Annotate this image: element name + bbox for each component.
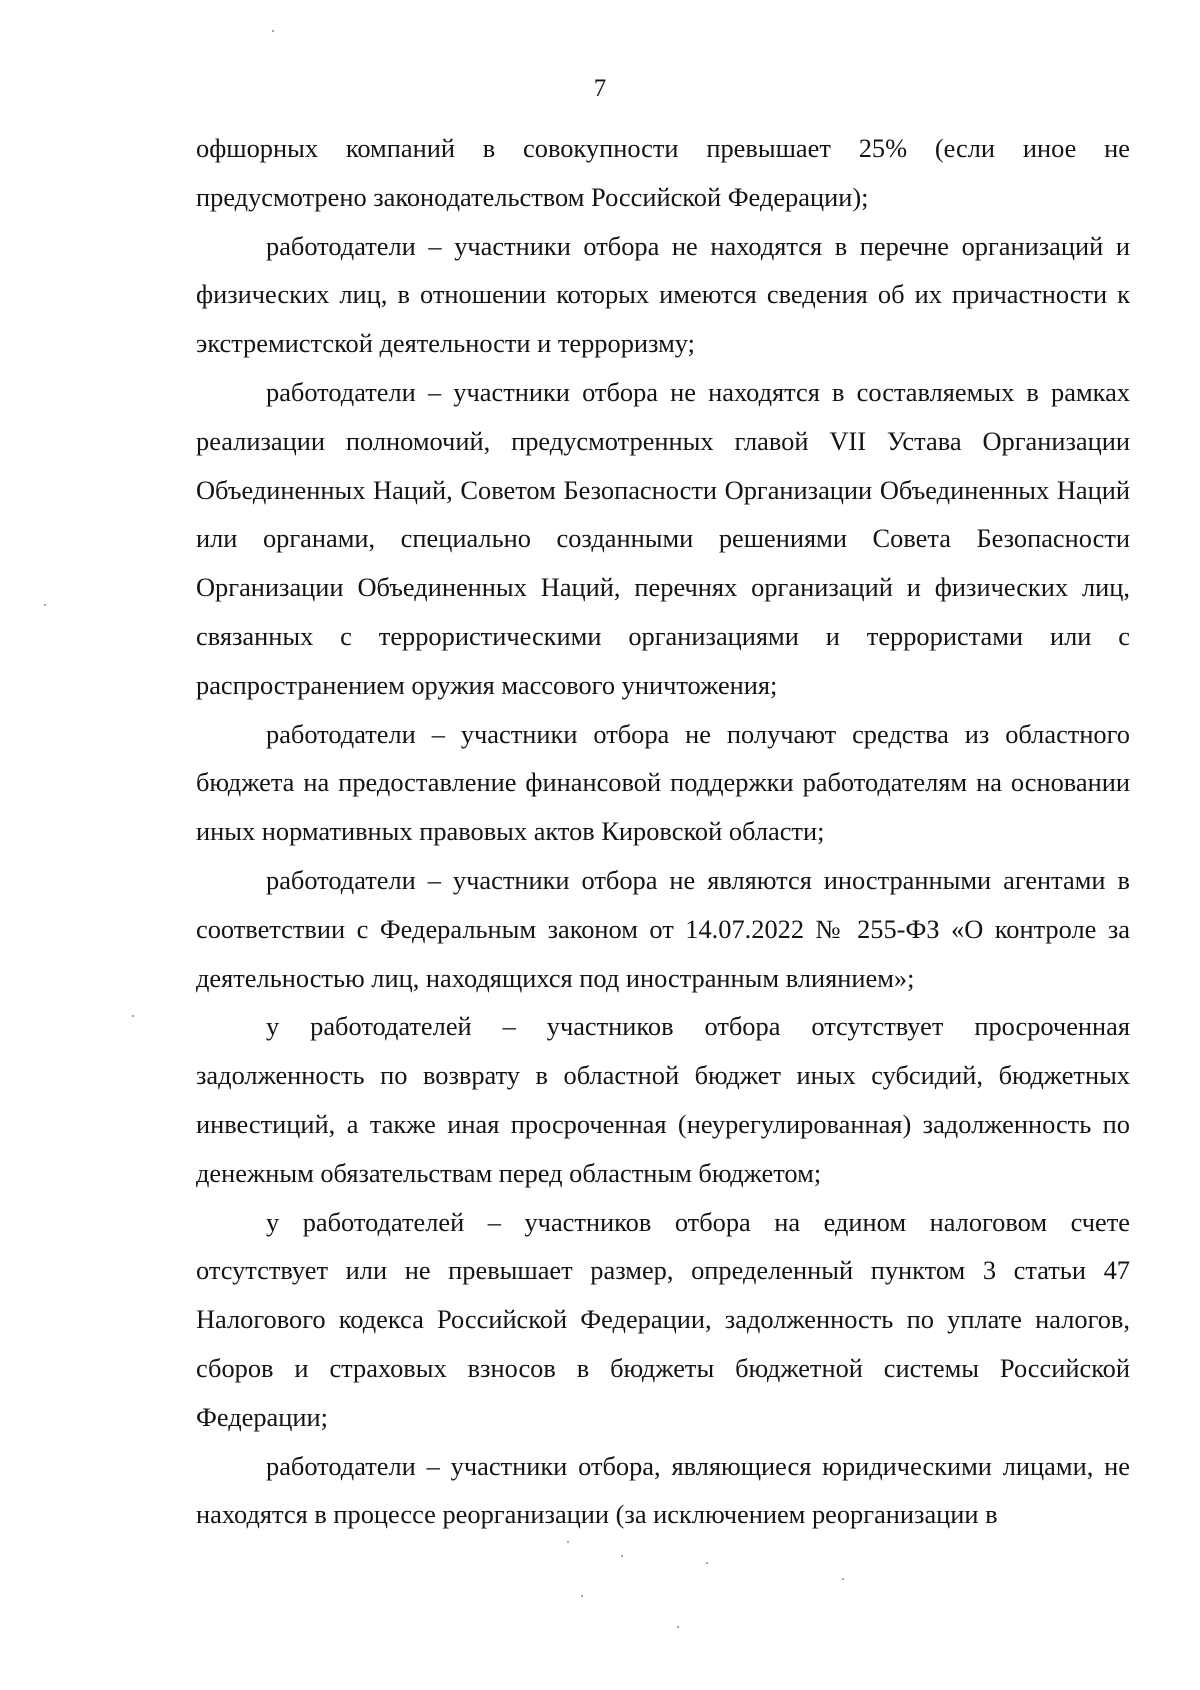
paragraph-5: работодатели – участники отбора не являются иностранными агентами в соответствии с Федеральным законом от 14.07.2022 № 255-ФЗ «О контроле за деятельностью лиц, находящихся под иностранным влиянием»; <box>196 864 1130 993</box>
scan-speck <box>621 1555 623 1557</box>
body-text <box>196 124 1130 1539</box>
page-number: 7 <box>593 75 607 102</box>
paragraph-6: у работодателей – участников отбора отсутствует просроченная задолженность по возврату в областной бюджет иных субсидий, бюджетных инвестиций, а также иная просроченная (неурегулированная) задолженность по денежным обязательствам перед областным бюджетом; <box>196 1011 1130 1188</box>
scan-speck <box>581 1595 583 1597</box>
scan-speck <box>706 1562 708 1564</box>
paragraph-4: работодатели – участники отбора не получают средства из областного бюджета на предоставление финансовой поддержки работодателям на основании иных нормативных правовых актов Кировской области; <box>196 718 1130 847</box>
paragraph-1: офшорных компаний в совокупности превышает 25% (если иное не предусмотрено законодательством Российской Федерации); <box>196 133 1130 212</box>
scan-speck <box>567 1541 569 1543</box>
scan-speck <box>842 1578 844 1580</box>
scan-speck <box>677 1626 679 1628</box>
paragraph-2: работодатели – участники отбора не находятся в перечне организаций и физических лиц, в отношении которых имеются сведения об их причастности к экстремистской деятельности и терроризму; <box>196 230 1130 359</box>
paragraph-8: работодатели – участники отбора, являющиеся юридическими лицами, не находятся в процессе реорганизации (за исключением реорганизации в <box>196 1450 1130 1530</box>
paragraph-3: работодатели – участники отбора не находятся в составляемых в рамках реализации полномочий, предусмотренных главой VII Устава Организации Объединенных Наций, Советом Безопасности Организации Объединенных Наций или органами, специально созданными решениями Совета Безопасности Организации Объединенных Наций, перечнях организаций и физических лиц, связанных с террористическими организациями и террористами или с распространением оружия массового уничтожения; <box>196 376 1130 700</box>
paragraph-7: у работодателей – участников отбора на едином налоговом счете отсутствует или не превышает размер, определенный пунктом 3 статьи 47 Налогового кодекса Российской Федерации, задолженность по уплате налогов, сборов и страховых взносов в бюджеты бюджетной системы Российской Федерации; <box>196 1206 1130 1432</box>
scan-speck <box>272 30 274 32</box>
scan-speck <box>44 604 46 606</box>
scan-speck <box>132 1015 134 1017</box>
